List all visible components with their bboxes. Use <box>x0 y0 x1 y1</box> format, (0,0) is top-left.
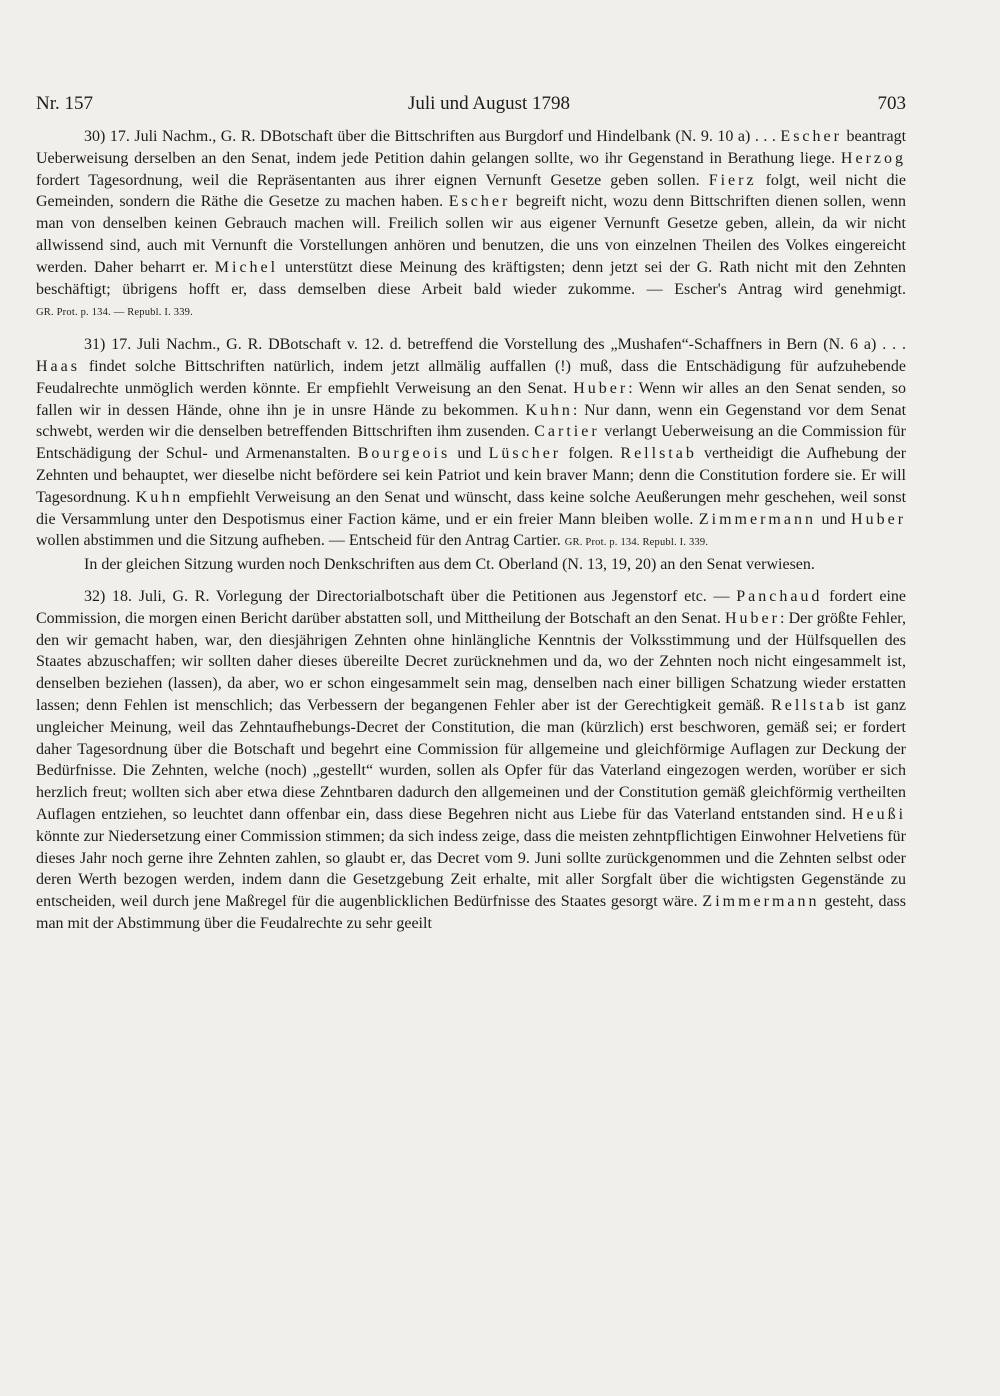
entry-31-note <box>36 554 906 576</box>
text-run: könnte zur Niedersetzung einer Commission stimmen; da sich indess zeige, dass die meisten zehntpflichtigen Einwohner Helvetiens für dieses Jahr noch gerne ihre Zehnten zahlen, so glaubt er, das Decret vom 9. Juni sollte zurückgenommen und die Zehnten selbst oder deren Werth bezogen werden, indem dann die Gesetzgebung Zeit erhalte, mit aller Sorgfalt über die wichtigsten Gegenstände zu entscheiden, weil durch jene Maßregel für die augenblicklichen Bedürfnisse des Staates gesorgt wäre. <box>36 827 906 911</box>
speaker-name: Escher <box>780 128 842 145</box>
speaker-name: Heußi <box>851 805 907 823</box>
speaker-name: Lüscher <box>488 445 562 463</box>
source-reference: GR. Prot. p. 134. Republ. I. 339. <box>564 537 709 549</box>
entry-31 <box>36 334 906 554</box>
text-run: : Nur dann, wenn ein Gegenstand vor dem Senat schwebt, werden wir die denselben betreffenden Bittschriften ihm zusenden. <box>36 401 907 441</box>
speaker-name: Huber <box>725 609 780 627</box>
speaker-name: Rellstab <box>620 445 697 463</box>
text-run: beantragt Ueberweisung derselben an den Senat, indem jede Petition dahin gelangen sollte, wo ihr Gegenstand in Berathung liege. <box>36 128 907 167</box>
text-run: 30) 17. Juli Nachm., G. R. DBotschaft über die Bittschriften aus Burgdorf und Hindelbank (N. 9. 10 a) . . . <box>84 128 776 145</box>
speaker-name: Rellstab <box>771 696 848 714</box>
speaker-name: Escher <box>448 193 511 211</box>
speaker-name: Haas <box>36 357 80 375</box>
text-run: begreift nicht, wozu denn Bittschriften dienen sollen, wenn man von denselben keinen Gebrauch machen will. Freilich sollen wir aus eigener Vernunft Gesetze geben, allein, da wir nicht allwissend sind, auch mit Vernunft die Vorstellungen anhören und benutzen, die uns von einzelnen Theilen des Volkes eingereicht werden. Daher beharrt er. <box>36 193 907 276</box>
text-run: verlangt Ueberweisung an die Commission für Entschädigung der Schul- und Armenanstalten. <box>36 423 906 463</box>
speaker-name: Herzog <box>840 149 906 167</box>
text-run: empfiehlt Verweisung an den Senat und wünscht, dass keine solche Aeußerungen mehr geschehen, weil sonst die Versammlung unter den Despotismus einer Faction käme, und er ein freier Mann bleiben wolle. <box>36 488 907 528</box>
text-run: unterstützt diese Meinung des kräftigsten; denn jetzt sei der G. Rath nicht mit den Zehnten beschäftigt; übrigens hofft er, dass demselben diese Arbeit bald wieder zukomme. — Escher's Antrag wird genehmigt. <box>36 258 907 298</box>
text-run: 31) 17. Juli Nachm., G. R. DBotschaft v. 12. d. betreffend die Vorstellung des „Mushafen“-Schaffners in Bern (N. 6 a) . . . <box>84 336 906 354</box>
text-run: findet solche Bittschriften natürlich, indem jetzt allmälig auffallen (!) muß, dass die Entschädigung für aufzuhebende Feudalrechte unmöglich werden könnte. Er empfiehlt Verweisung an den Senat. <box>36 357 907 397</box>
text-run: und <box>821 510 846 528</box>
source-reference: GR. Prot. p. 134. — Republ. I. 339. <box>36 307 193 319</box>
speaker-name: Huber <box>851 510 907 528</box>
entry-32 <box>36 586 906 935</box>
text-run: In der gleichen Sitzung wurden noch Denkschriften aus dem Ct. Oberland (N. 13, 19, 20) an den Senat verwiesen. <box>84 556 815 574</box>
text-run: folgt, weil nicht die Gemeinden, sondern die Räthe die Gesetze zu machen haben. <box>36 171 906 211</box>
text-run: wollen abstimmen und die Sitzung aufheben. — Entscheid für den Antrag Cartier. <box>36 532 561 550</box>
speaker-name: Fierz <box>708 171 757 189</box>
page-header <box>36 93 906 119</box>
document-number: Nr. 157 <box>36 93 93 114</box>
speaker-name: Michel <box>214 258 279 276</box>
speaker-name: Kuhn <box>135 488 184 506</box>
text-run: ist ganz ungleicher Meinung, weil das Zehntaufhebungs-Decret der Constitution, die man (kürzlich) erst beschworen, gemäß sei; er fordert daher Tagesordnung über die Botschaft und begehrt eine Commission für allgemeine und gleichförmige Auflagen zur Deckung der Bedürfnisse. Die Zehnten, welche (noch) „gestellt“ wurden, sollen als Opfer für das Vaterland eingezogen werden, worüber er sich herzlich freut; wollten sich aber etwa diese Zehntbaren dadurch den allgemeinen und der Constitution gemäß gleichförmig vertheilten Auflagen entziehen, so leuchtet dann offenbar ein, dass diese Begehren nicht aus Liebe für das Vaterland entstanden sind. <box>36 696 907 823</box>
speaker-name: Kuhn <box>525 401 573 419</box>
speaker-name: Bourgeois <box>357 445 451 463</box>
text-run: fordert Tagesordnung, weil die Repräsentanten aus ihrer eignen Vernunft Gesetze geben sollen. <box>36 171 700 189</box>
speaker-name: Panchaud <box>736 587 823 605</box>
text-run: und <box>457 445 482 463</box>
text-run: fordert eine Commission, die morgen einen Bericht darüber abstatten soll, und Mittheilung der Botschaft an den Senat. <box>36 587 907 627</box>
text-run: : Wenn wir alles an den Senat senden, so fallen wir in dessen Hände, ohne ihn je in unsre Hände zu bekommen. <box>36 379 907 419</box>
speaker-name: Cartier <box>534 423 600 441</box>
entry-30 <box>36 126 906 324</box>
page-body <box>36 126 906 935</box>
text-run: : Der größte Fehler, den wir gemacht haben, war, den diesjährigen Zehnten ohne hinlängliche Kenntnis der Volksstimmung und der Hülfsquellen des Staates abzuschaffen; wir sollten daher dieses übereilte Decret zurücknehmen und da, wo der Zehnten noch nicht eingesammelt ist, denselben beziehen (lassen), da aber, wo er schon eingesammelt sein mag, denselben nach einer billigen Schatzung wieder erstatten lassen; denn Fehlen ist menschlich; das Verbessern der begangenen Fehler aber ist der Gerechtigkeit gemäß. <box>36 609 906 714</box>
speaker-name: Zimmermann <box>702 893 820 911</box>
speaker-name: Huber <box>573 379 629 397</box>
text-run: vertheidigt die Aufhebung der Zehnten und behauptet, wer dieselbe nicht befördere sei kein Patriot und kein braver Mann; denn die Constitution fordere sie. Er will Tagesordnung. <box>36 445 907 506</box>
speaker-name: Zimmermann <box>698 510 816 528</box>
running-title: Juli und August 1798 <box>407 93 571 114</box>
text-run: 32) 18. Juli, G. R. Vorlegung der Directorialbotschaft über die Petitionen aus Jegenstorf etc. — <box>84 587 730 605</box>
text-run: gesteht, dass man mit der Abstimmung über die Feudalrechte zu sehr geeilt <box>36 893 907 932</box>
page-number: 703 <box>877 93 906 114</box>
text-run: folgen. <box>568 445 614 463</box>
